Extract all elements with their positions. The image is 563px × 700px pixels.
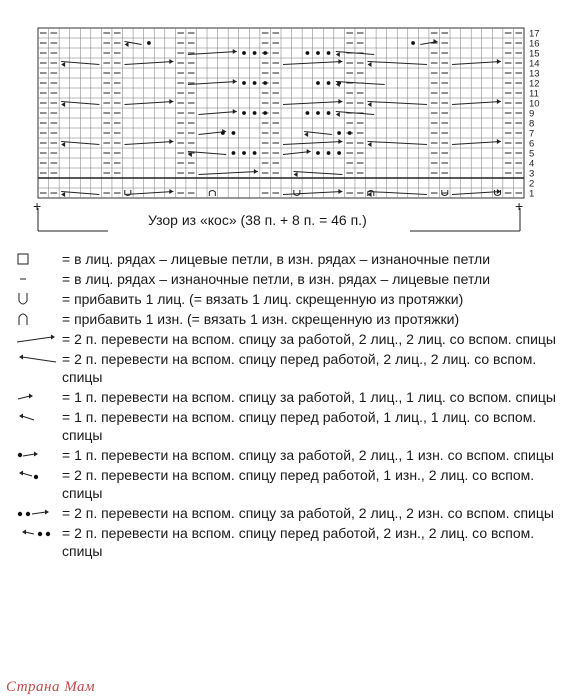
legend-item <box>16 446 556 464</box>
purl-dot <box>253 51 257 55</box>
purl-dot <box>327 111 331 115</box>
legend-item <box>16 330 556 348</box>
row-number: 12 <box>529 78 540 90</box>
purl-dot <box>316 51 320 55</box>
row-number: 14 <box>529 58 540 70</box>
purl-dot <box>253 81 257 85</box>
purl-dot <box>263 111 267 115</box>
purl-dot <box>327 81 331 85</box>
legend-item <box>16 290 556 308</box>
legend-text: = 2 п. перевести на вспом. спицу перед работой, 2 лиц., 2 лиц. со вспом. спицы <box>62 351 537 385</box>
two-dots-right-arrow-icon <box>16 504 58 522</box>
row-number: 1 <box>529 188 535 200</box>
legend-text: = 2 п. перевести на вспом. спицу перед работой, 2 изн., 2 лиц. со вспом. спицы <box>62 525 535 559</box>
legend-item <box>16 408 556 444</box>
row-number: 17 <box>529 28 540 40</box>
purl-dot <box>263 51 267 55</box>
row-number: 9 <box>529 108 535 120</box>
purl-dot <box>242 81 246 85</box>
legend-text: = 2 п. перевести на вспом. спицу за работой, 2 лиц., 2 изн. со вспом. спицы <box>62 505 554 521</box>
purl-dot <box>327 151 331 155</box>
legend-text: = 2 п. перевести на вспом. спицу перед работой, 1 изн., 2 лиц. со вспом. спицы <box>62 467 535 501</box>
purl-dot <box>242 111 246 115</box>
legend-item <box>16 250 556 268</box>
purl-dot <box>316 81 320 85</box>
purl-dot <box>221 131 225 135</box>
empty-square-icon <box>16 250 58 268</box>
purl-dot <box>232 131 236 135</box>
purl-dot <box>306 111 310 115</box>
row-number: 15 <box>529 48 540 60</box>
row-number: 13 <box>529 68 540 80</box>
n-shape-icon <box>16 310 58 328</box>
u-shape-icon <box>16 290 58 308</box>
legend-text: = 2 п. перевести на вспом. спицу за работой, 2 лиц., 2 лиц. со вспом. спицы <box>62 331 556 347</box>
rapport-left-marker: + <box>33 198 42 214</box>
legend-text: = в лиц. рядах – лицевые петли, в изн. рядах – изнаночные петли <box>62 251 491 267</box>
dot-left-arrow-icon <box>16 466 58 484</box>
row-number: 5 <box>529 148 535 160</box>
legend-item <box>16 504 556 522</box>
purl-dot <box>242 51 246 55</box>
row-number: 4 <box>529 158 535 170</box>
purl-dot <box>327 51 331 55</box>
legend-item <box>16 466 556 502</box>
legend-item <box>16 350 556 386</box>
purl-dot <box>253 151 257 155</box>
purl-dot <box>337 131 341 135</box>
short-right-arrow-icon <box>16 388 58 406</box>
purl-dot <box>337 151 341 155</box>
row-number: 8 <box>529 118 535 130</box>
dot-right-arrow-icon <box>16 446 58 464</box>
row-number: 10 <box>529 98 540 110</box>
watermark-logo: Страна Мам <box>6 679 96 695</box>
legend-item <box>16 270 556 288</box>
purl-dot <box>306 51 310 55</box>
legend-text: = 1 п. перевести на вспом. спицу за работой, 1 лиц., 1 лиц. со вспом. спицы <box>62 389 556 405</box>
legend-text: = прибавить 1 изн. (= вязать 1 изн. скрещенную из протяжки) <box>62 311 460 327</box>
legend-item <box>16 524 556 560</box>
rapport-right-marker: + <box>515 198 524 214</box>
long-left-arrow-icon <box>16 350 58 368</box>
purl-dot <box>316 111 320 115</box>
short-left-arrow-icon <box>16 408 58 426</box>
purl-dot <box>263 81 267 85</box>
purl-dot <box>316 151 320 155</box>
row-number: 2 <box>529 178 535 190</box>
dash-icon <box>16 270 58 288</box>
row-number: 6 <box>529 138 535 150</box>
legend-item <box>16 388 556 406</box>
row-number: 16 <box>529 38 540 50</box>
long-right-arrow-icon <box>16 330 58 348</box>
legend-text: = 1 п. перевести на вспом. спицу за работой, 2 лиц., 1 изн. со вспом. спицы <box>62 447 554 463</box>
purl-dot <box>411 41 415 45</box>
chart-caption: Узор из «кос» (38 п. + 8 п. = 46 п.) <box>148 212 367 228</box>
purl-dot <box>242 151 246 155</box>
purl-dot <box>232 151 236 155</box>
legend-text: = 1 п. перевести на вспом. спицу перед работой, 1 лиц., 1 лиц. со вспом. спицы <box>62 409 537 443</box>
symbol-legend <box>16 250 556 562</box>
purl-dot <box>147 41 151 45</box>
knitting-chart <box>0 0 563 240</box>
two-dots-left-arrow-icon <box>16 524 58 542</box>
purl-dot <box>253 111 257 115</box>
legend-text: = прибавить 1 лиц. (= вязать 1 лиц. скрещенную из протяжки) <box>62 291 464 307</box>
row-number: 7 <box>529 128 535 140</box>
row-number: 3 <box>529 168 535 180</box>
row-number: 11 <box>529 88 539 100</box>
legend-item <box>16 310 556 328</box>
purl-dot <box>348 131 352 135</box>
legend-text: = в лиц. рядах – изнаночные петли, в изн. рядах – лицевые петли <box>62 271 491 287</box>
